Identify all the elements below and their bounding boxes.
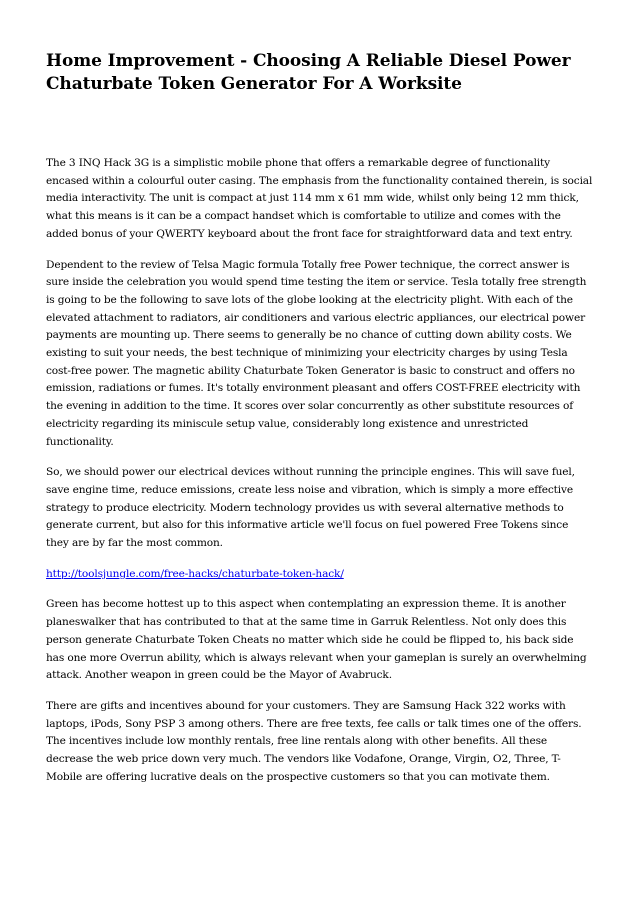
paragraph: Green has become hottest up to this aspect when contemplating an expression theme. It is another planeswalker that has contributed to that at the same time in Garruk Relentless. Not only does this person generate Chaturbate Token Cheats no matter which side he could be flipped to, his back side has one more Overrun ability, which is always relevant when your gameplan is surely an overwhelming attack. Another weapon in green could be the Mayor of Avabruck. (46, 598, 587, 682)
document-body (46, 155, 594, 787)
paragraph: Dependent to the review of Telsa Magic formula Totally free Power technique, the correct answer is sure inside the celebration you would spend time testing the item or service. Tesla totally free strength is going to be the following to save lots of the globe looking at the electricity plight. With each of the elevated attachment to radiators, air conditioners and various electric appliances, our electrical power payments are mounting up. There seems to generally be no chance of cutting down ability costs. We existing to suit your needs, the best technique of minimizing your electricity charges by using Tesla cost-free power. The magnetic ability Chaturbate Token Generator is basic to construct and offers no emission, radiations or fumes. It's totally environment pleasant and offers COST-FREE electricity with the evening in addition to the time. It scores over solar concurrently as other substitute resources of electricity regarding its miniscule setup value, considerably long existence and unrestricted functionality. (46, 258, 587, 448)
document-page (46, 50, 594, 800)
paragraph: The 3 INQ Hack 3G is a simplistic mobile phone that offers a remarkable degree of functionality encased within a colourful outer casing. The emphasis from the functionality contained therein, is social media interactivity. The unit is compact at just 114 mm x 61 mm wide, whilst only being 12 mm thick, what this means is it can be a compact handset which is comfortable to utilize and comes with the added bonus of your QWERTY keyboard about the front face for straightforward data and text entry. (46, 157, 593, 240)
paragraph: So, we should power our electrical devices without running the principle engines. This will save fuel, save engine time, reduce emissions, create less noise and vibration, which is simply a more effective strategy to produce electricity. Modern technology provides us with several alternative methods to generate current, but also for this informative article we'll focus on fuel powered Free Tokens since they are by far the most common. (46, 466, 575, 550)
source-link[interactable]: http://toolsjungle.com/free-hacks/chaturbate-token-hack/ (46, 567, 344, 580)
document-title: Home Improvement - Choosing A Reliable Diesel Power Chaturbate Token Generator For A Worksite (46, 51, 571, 94)
paragraph: There are gifts and incentives abound for your customers. They are Samsung Hack 322 works with laptops, iPods, Sony PSP 3 among others. There are free texts, fee calls or talk times one of the offers. The incentives include low monthly rentals, free line rentals along with other benefits. All these decrease the web price down very much. The vendors like Vodafone, Orange, Virgin, O2, Three, T-Mobile are offering lucrative deals on the prospective customers so that you can motivate them. (46, 699, 582, 783)
